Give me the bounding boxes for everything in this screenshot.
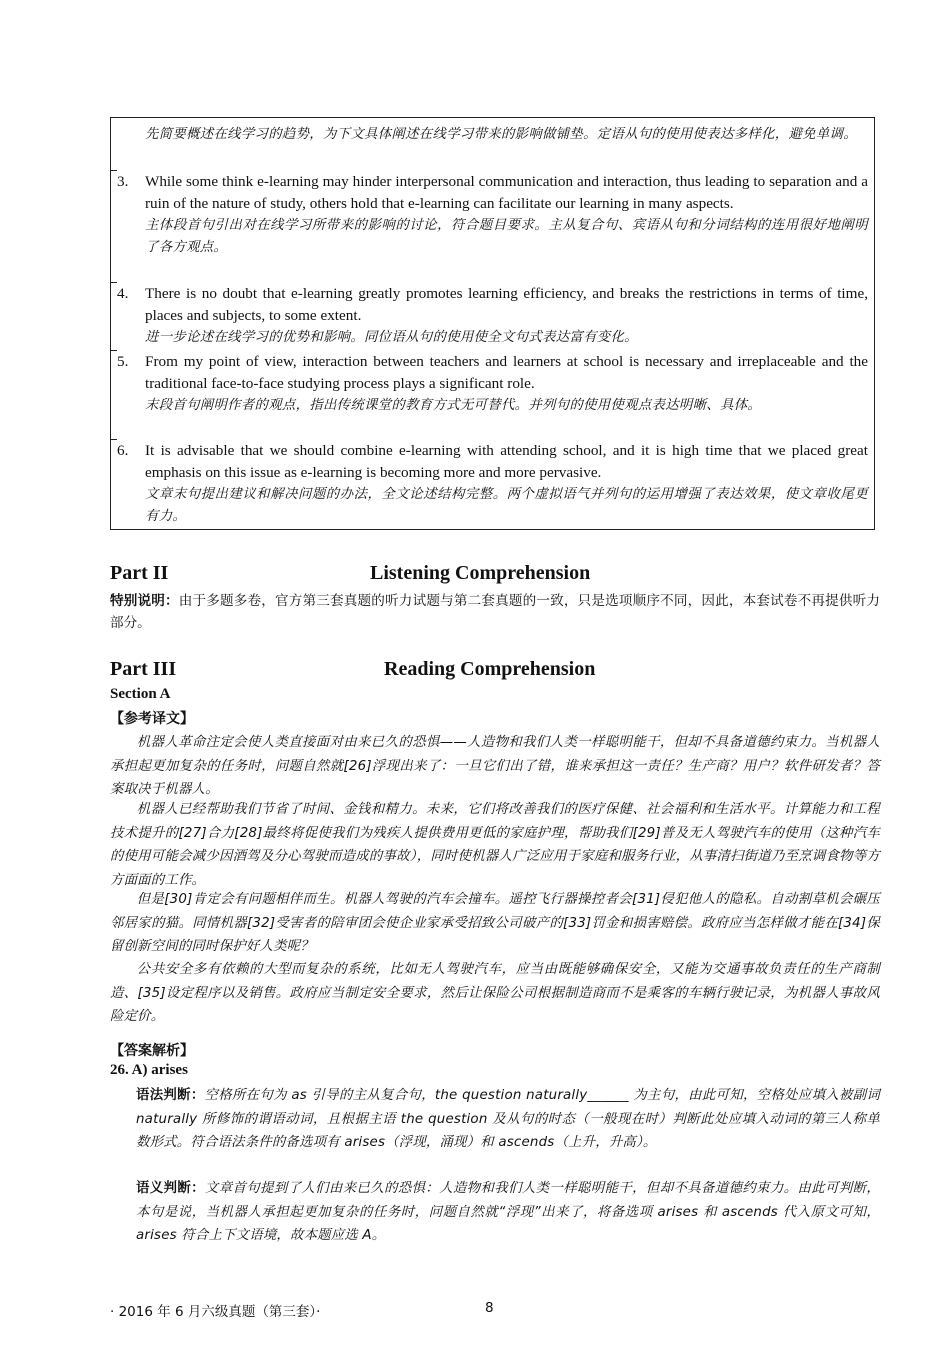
item-body <box>145 171 868 259</box>
intro-note: 先简要概述在线学习的趋势，为下文具体阐述在线学习带来的影响做铺垫。定语从句的使用使表达多样化，避免单调。 <box>145 127 857 142</box>
item-body <box>145 351 868 417</box>
item-number: 5. <box>117 353 129 370</box>
item-body <box>145 283 868 349</box>
english-sentence: It is advisable that we should combine e-learning with attending school, and it is high time that we placed great emphasis on this issue as e-learning is becoming more and more pervasive. <box>145 442 868 481</box>
item-body <box>145 440 868 528</box>
part2-label: Part II <box>110 562 169 584</box>
translation-paragraph-4: 公共安全多有依赖的大型而复杂的系统，比如无人驾驶汽车，应当由既能够确保安全，又能为交通事故负责任的生产商制造、[35]设定程序以及销售。政府应当制定安全要求，然后让保险公司根据制造商而不是乘客的车辆行驶记录，为机器人事故风险定价。 <box>110 962 880 1024</box>
sample-essay-analysis-box <box>110 117 875 530</box>
note-text: 由于多题多卷，官方第三套真题的听力试题与第二套真题的一致，只是选项顺序不同，因此，本套试卷不再提供听力部分。 <box>110 593 880 631</box>
english-sentence: From my point of view, interaction between teachers and learners at school is necessary and irreplaceable and the traditional face-to-face studying process plays a significant role. <box>145 353 868 392</box>
question-26-heading: 26. A) arises <box>110 1062 188 1078</box>
chinese-note: 文章末句提出建议和解决问题的办法，全文论述结构完整。两个虚拟语气并列句的运用增强了表达效果，使文章收尾更有力。 <box>145 487 868 524</box>
part2-title: Listening Comprehension <box>370 562 591 584</box>
translation-paragraph-3: 但是[30]肯定会有问题相伴而生。机器人驾驶的汽车会撞车。遥控飞行器操控者会[31]侵犯他人的隐私。自动割草机会碾压邻居家的猫。同情机器[32]受害者的陪审团会使企业家承受招致公司破产的[33]罚金和损害赔偿。政府应当怎样做才能在[34]保留创新空间的同时保护好人类呢？ <box>110 892 880 954</box>
grammar-tag: 语法判断： <box>136 1088 205 1103</box>
chinese-note: 末段首句阐明作者的观点，指出传统课堂的教育方式无可替代。并列句的使用使观点表达明晰、具体。 <box>145 398 762 413</box>
grammar-text: 空格所在句为 as 引导的主从复合句，the question naturally______ 为主句，由此可知，空格处应填入被副词 naturally 所修饰的谓语动词，且根据主语 the question 及从句的时态（一般现在时）判断此处应填入动词的第三人称单数形式。符合语法条件的备选项有 arises（浮现，涌现）和 ascends（上升，升高）。 <box>136 1088 880 1150</box>
page-number: 8 <box>485 1300 494 1316</box>
answer-analysis-label: 【答案解析】 <box>110 1043 194 1059</box>
part3-label: Part III <box>110 658 177 680</box>
item-number: 4. <box>117 285 129 302</box>
english-sentence: There is no doubt that e-learning greatly promotes learning efficiency, and breaks the restrictions in terms of time, places and subjects, to some extent. <box>145 285 868 324</box>
note-label: 特别说明： <box>110 593 179 609</box>
q26-grammar-analysis <box>136 1084 880 1155</box>
part2-note <box>110 590 880 634</box>
reference-translation-label: 【参考译文】 <box>110 711 194 727</box>
translation-paragraph-2: 机器人已经帮助我们节省了时间、金钱和精力。未来，它们将改善我们的医疗保健、社会福利和生活水平。计算能力和工程技术提升的[27]合力[28]最终将促使我们为残疾人提供费用更低的家庭护理，帮助我们[29]普及无人驾驶汽车的使用（这种汽车的使用可能会减少因酒驾及分心驾驶而造成的事故），同时使机器人广泛应用于家庭和服务行业，从事清扫街道乃至烹调食物等方方面面的工作。 <box>110 802 880 888</box>
chinese-note: 进一步论述在线学习的优势和影响。同位语从句的使用使全文句式表达富有变化。 <box>145 330 638 345</box>
chinese-note: 主体段首句引出对在线学习所带来的影响的讨论，符合题目要求。主从复合句、宾语从句和分词结构的连用很好地阐明了各方观点。 <box>145 218 868 255</box>
item-number: 6. <box>117 442 129 459</box>
english-sentence: While some think e-learning may hinder interpersonal communication and interaction, thus leading to separation and a ruin of the nature of study, others hold that e-learning can facilitate our learning in many aspects. <box>145 173 868 212</box>
part3-title: Reading Comprehension <box>384 658 596 680</box>
item-number: 3. <box>117 173 129 190</box>
translation-paragraph-1: 机器人革命注定会使人类直接面对由来已久的恐惧——人造物和我们人类一样聪明能干，但却不具备道德约束力。当机器人承担起更加复杂的任务时，问题自然就[26]浮现出来了：一旦它们出了错，谁来承担这一责任？生产商？用户？软件研发者？答案取决于机器人。 <box>110 735 880 797</box>
section-label: Section A <box>110 686 171 702</box>
semantic-tag: 语义判断： <box>136 1181 205 1196</box>
footer-source: · 2016 年 6 月六级真题（第三套）· <box>110 1304 321 1320</box>
q26-semantic-analysis <box>136 1177 880 1248</box>
semantic-text: 文章首句提到了人们由来已久的恐惧：人造物和我们人类一样聪明能干，但却不具备道德约束力。由此可判断，本句是说，当机器人承担起更加复杂的任务时，问题自然就“浮现”出来了，将备选项 arises 和 ascends 代入原文可知，arises 符合上下文语境，故本题应选 A。 <box>136 1181 881 1243</box>
